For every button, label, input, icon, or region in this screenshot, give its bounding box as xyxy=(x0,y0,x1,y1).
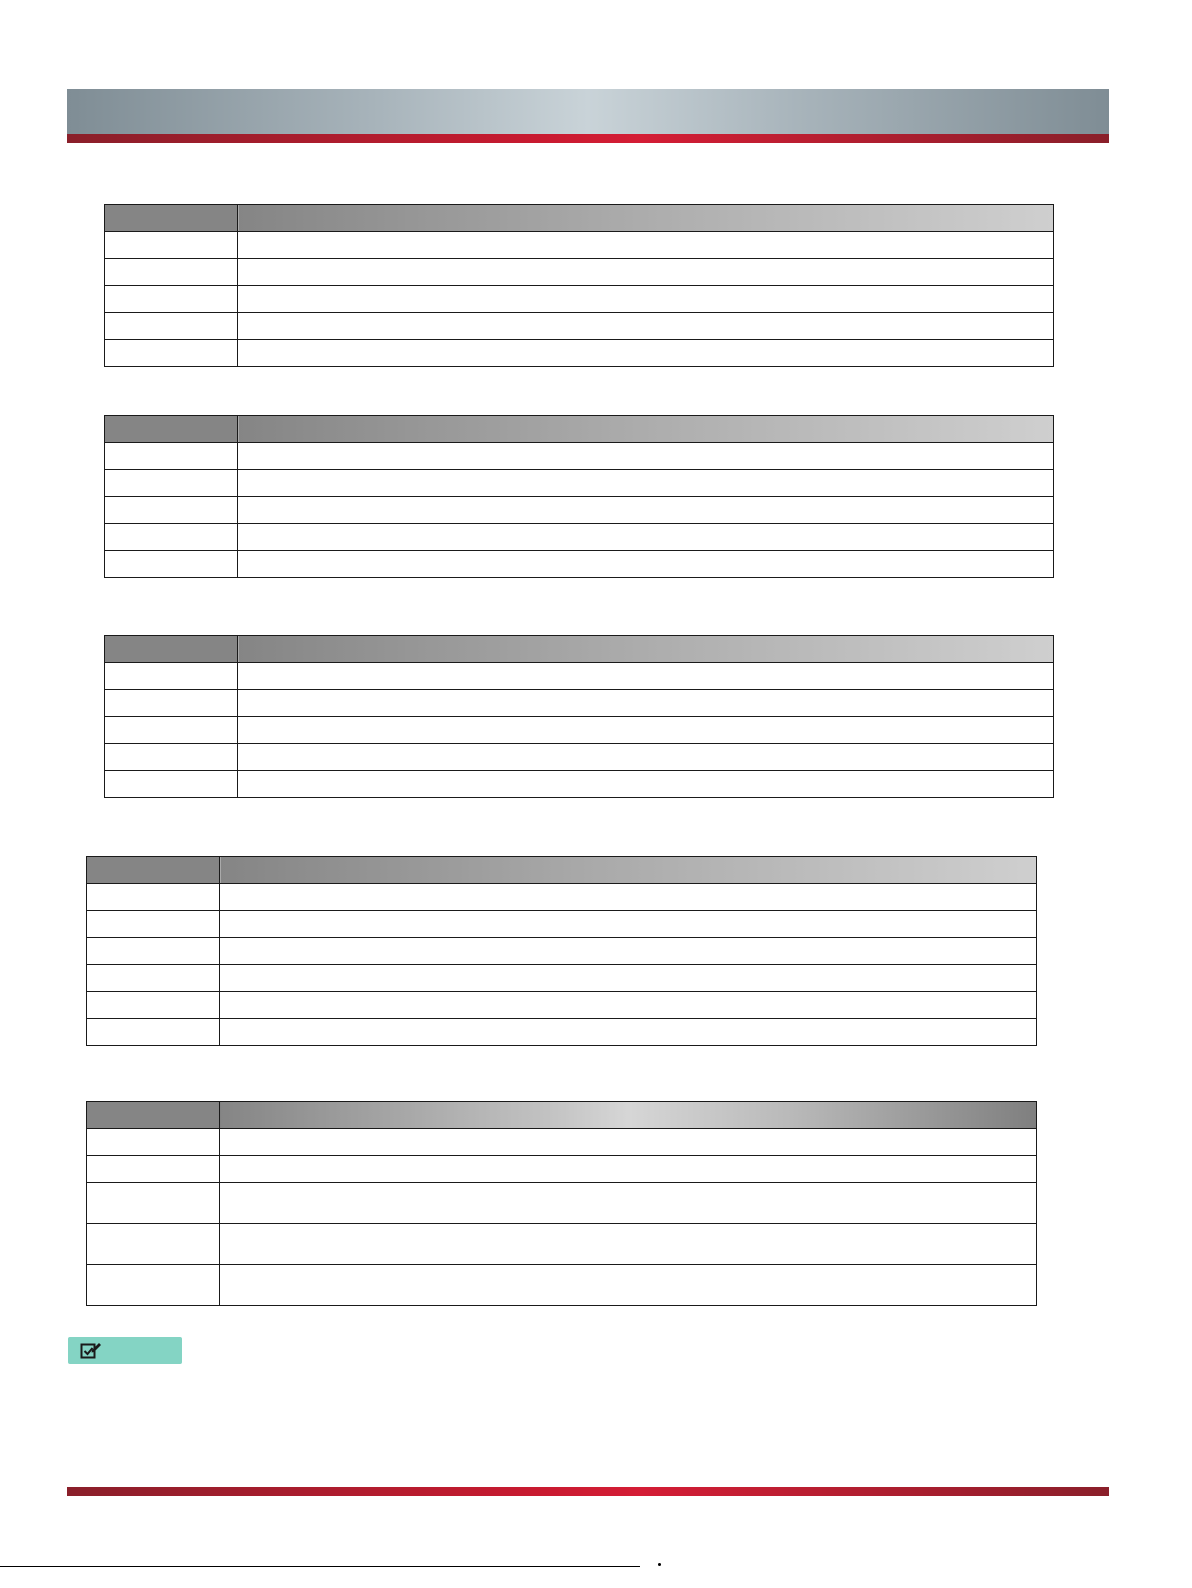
table-row xyxy=(105,551,1054,578)
table-row xyxy=(87,965,1037,992)
table-row xyxy=(105,340,1054,367)
note-tag xyxy=(68,1337,182,1364)
table-cell xyxy=(238,313,1054,340)
table-cell xyxy=(220,965,1037,992)
table-cell xyxy=(105,313,238,340)
table-row xyxy=(105,771,1054,798)
spec-table-2 xyxy=(104,415,1054,578)
table-row xyxy=(87,911,1037,938)
table-cell xyxy=(87,1129,220,1156)
table-cell xyxy=(238,259,1054,286)
table-row xyxy=(105,443,1054,470)
table-cell xyxy=(238,717,1054,744)
table-row xyxy=(105,259,1054,286)
table-row xyxy=(87,938,1037,965)
table-header-row xyxy=(105,205,1054,232)
table-cell xyxy=(105,717,238,744)
header-accent-rule xyxy=(67,134,1109,143)
table-cell xyxy=(105,286,238,313)
table-cell xyxy=(220,1019,1037,1046)
table-cell xyxy=(87,884,220,911)
table-header-row xyxy=(105,416,1054,443)
footer-accent-rule xyxy=(67,1487,1109,1496)
table-cell xyxy=(105,259,238,286)
spec-table-1 xyxy=(104,204,1054,367)
table-header-row xyxy=(105,636,1054,663)
table-header-cell xyxy=(220,1102,1037,1129)
table-cell xyxy=(238,744,1054,771)
table-cell xyxy=(220,884,1037,911)
bottom-divider xyxy=(0,1566,640,1567)
table-cell xyxy=(87,938,220,965)
table-cell xyxy=(220,992,1037,1019)
table-cell xyxy=(87,992,220,1019)
table-header-cell xyxy=(105,205,238,232)
table-header-cell xyxy=(87,857,220,884)
table-row xyxy=(87,992,1037,1019)
table-header-row xyxy=(87,1102,1037,1129)
table-row xyxy=(105,717,1054,744)
table-cell xyxy=(105,497,238,524)
table-cell xyxy=(105,771,238,798)
table-cell xyxy=(238,443,1054,470)
table-cell xyxy=(87,965,220,992)
page-header-band xyxy=(67,89,1109,134)
checkbox-pencil-icon xyxy=(80,1341,102,1360)
table-cell xyxy=(220,938,1037,965)
table-cell xyxy=(87,1265,220,1306)
table-header-cell xyxy=(105,416,238,443)
table-row xyxy=(87,1224,1037,1265)
table-cell xyxy=(238,470,1054,497)
table-cell xyxy=(105,690,238,717)
table-cell xyxy=(87,911,220,938)
table-row xyxy=(87,1183,1037,1224)
table-cell xyxy=(87,1183,220,1224)
table-header-cell xyxy=(105,636,238,663)
table-cell xyxy=(220,1156,1037,1183)
table-row xyxy=(105,286,1054,313)
table-cell xyxy=(105,744,238,771)
table-row xyxy=(87,1156,1037,1183)
table-row xyxy=(87,1129,1037,1156)
table-row xyxy=(105,232,1054,259)
table-cell xyxy=(238,524,1054,551)
table-cell xyxy=(105,443,238,470)
table-cell xyxy=(87,1224,220,1265)
table-cell xyxy=(238,286,1054,313)
table-cell xyxy=(105,663,238,690)
spec-table-4 xyxy=(86,856,1037,1046)
table-cell xyxy=(105,470,238,497)
table-header-row xyxy=(87,857,1037,884)
table-cell xyxy=(105,232,238,259)
table-cell xyxy=(220,1129,1037,1156)
table-cell xyxy=(105,551,238,578)
table-cell xyxy=(238,551,1054,578)
table-cell xyxy=(238,340,1054,367)
table-row xyxy=(105,744,1054,771)
table-cell xyxy=(87,1156,220,1183)
table-cell xyxy=(220,1183,1037,1224)
table-row xyxy=(105,313,1054,340)
table-row xyxy=(87,1265,1037,1306)
table-header-cell xyxy=(220,857,1037,884)
table-cell xyxy=(220,1224,1037,1265)
table-header-cell xyxy=(238,636,1054,663)
table-header-cell xyxy=(87,1102,220,1129)
table-cell xyxy=(105,524,238,551)
table-row xyxy=(87,1019,1037,1046)
table-cell xyxy=(105,340,238,367)
spec-table-5 xyxy=(86,1101,1037,1306)
table-cell xyxy=(238,690,1054,717)
page-number-mark xyxy=(658,1563,661,1566)
table-cell xyxy=(238,771,1054,798)
table-cell xyxy=(220,1265,1037,1306)
table-cell xyxy=(220,911,1037,938)
table-row xyxy=(105,663,1054,690)
table-cell xyxy=(87,1019,220,1046)
table-cell xyxy=(238,232,1054,259)
table-row xyxy=(105,470,1054,497)
table-row xyxy=(105,524,1054,551)
table-cell xyxy=(238,663,1054,690)
table-cell xyxy=(238,497,1054,524)
table-header-cell xyxy=(238,205,1054,232)
table-header-cell xyxy=(238,416,1054,443)
table-row xyxy=(105,497,1054,524)
table-row xyxy=(105,690,1054,717)
spec-table-3 xyxy=(104,635,1054,798)
table-row xyxy=(87,884,1037,911)
